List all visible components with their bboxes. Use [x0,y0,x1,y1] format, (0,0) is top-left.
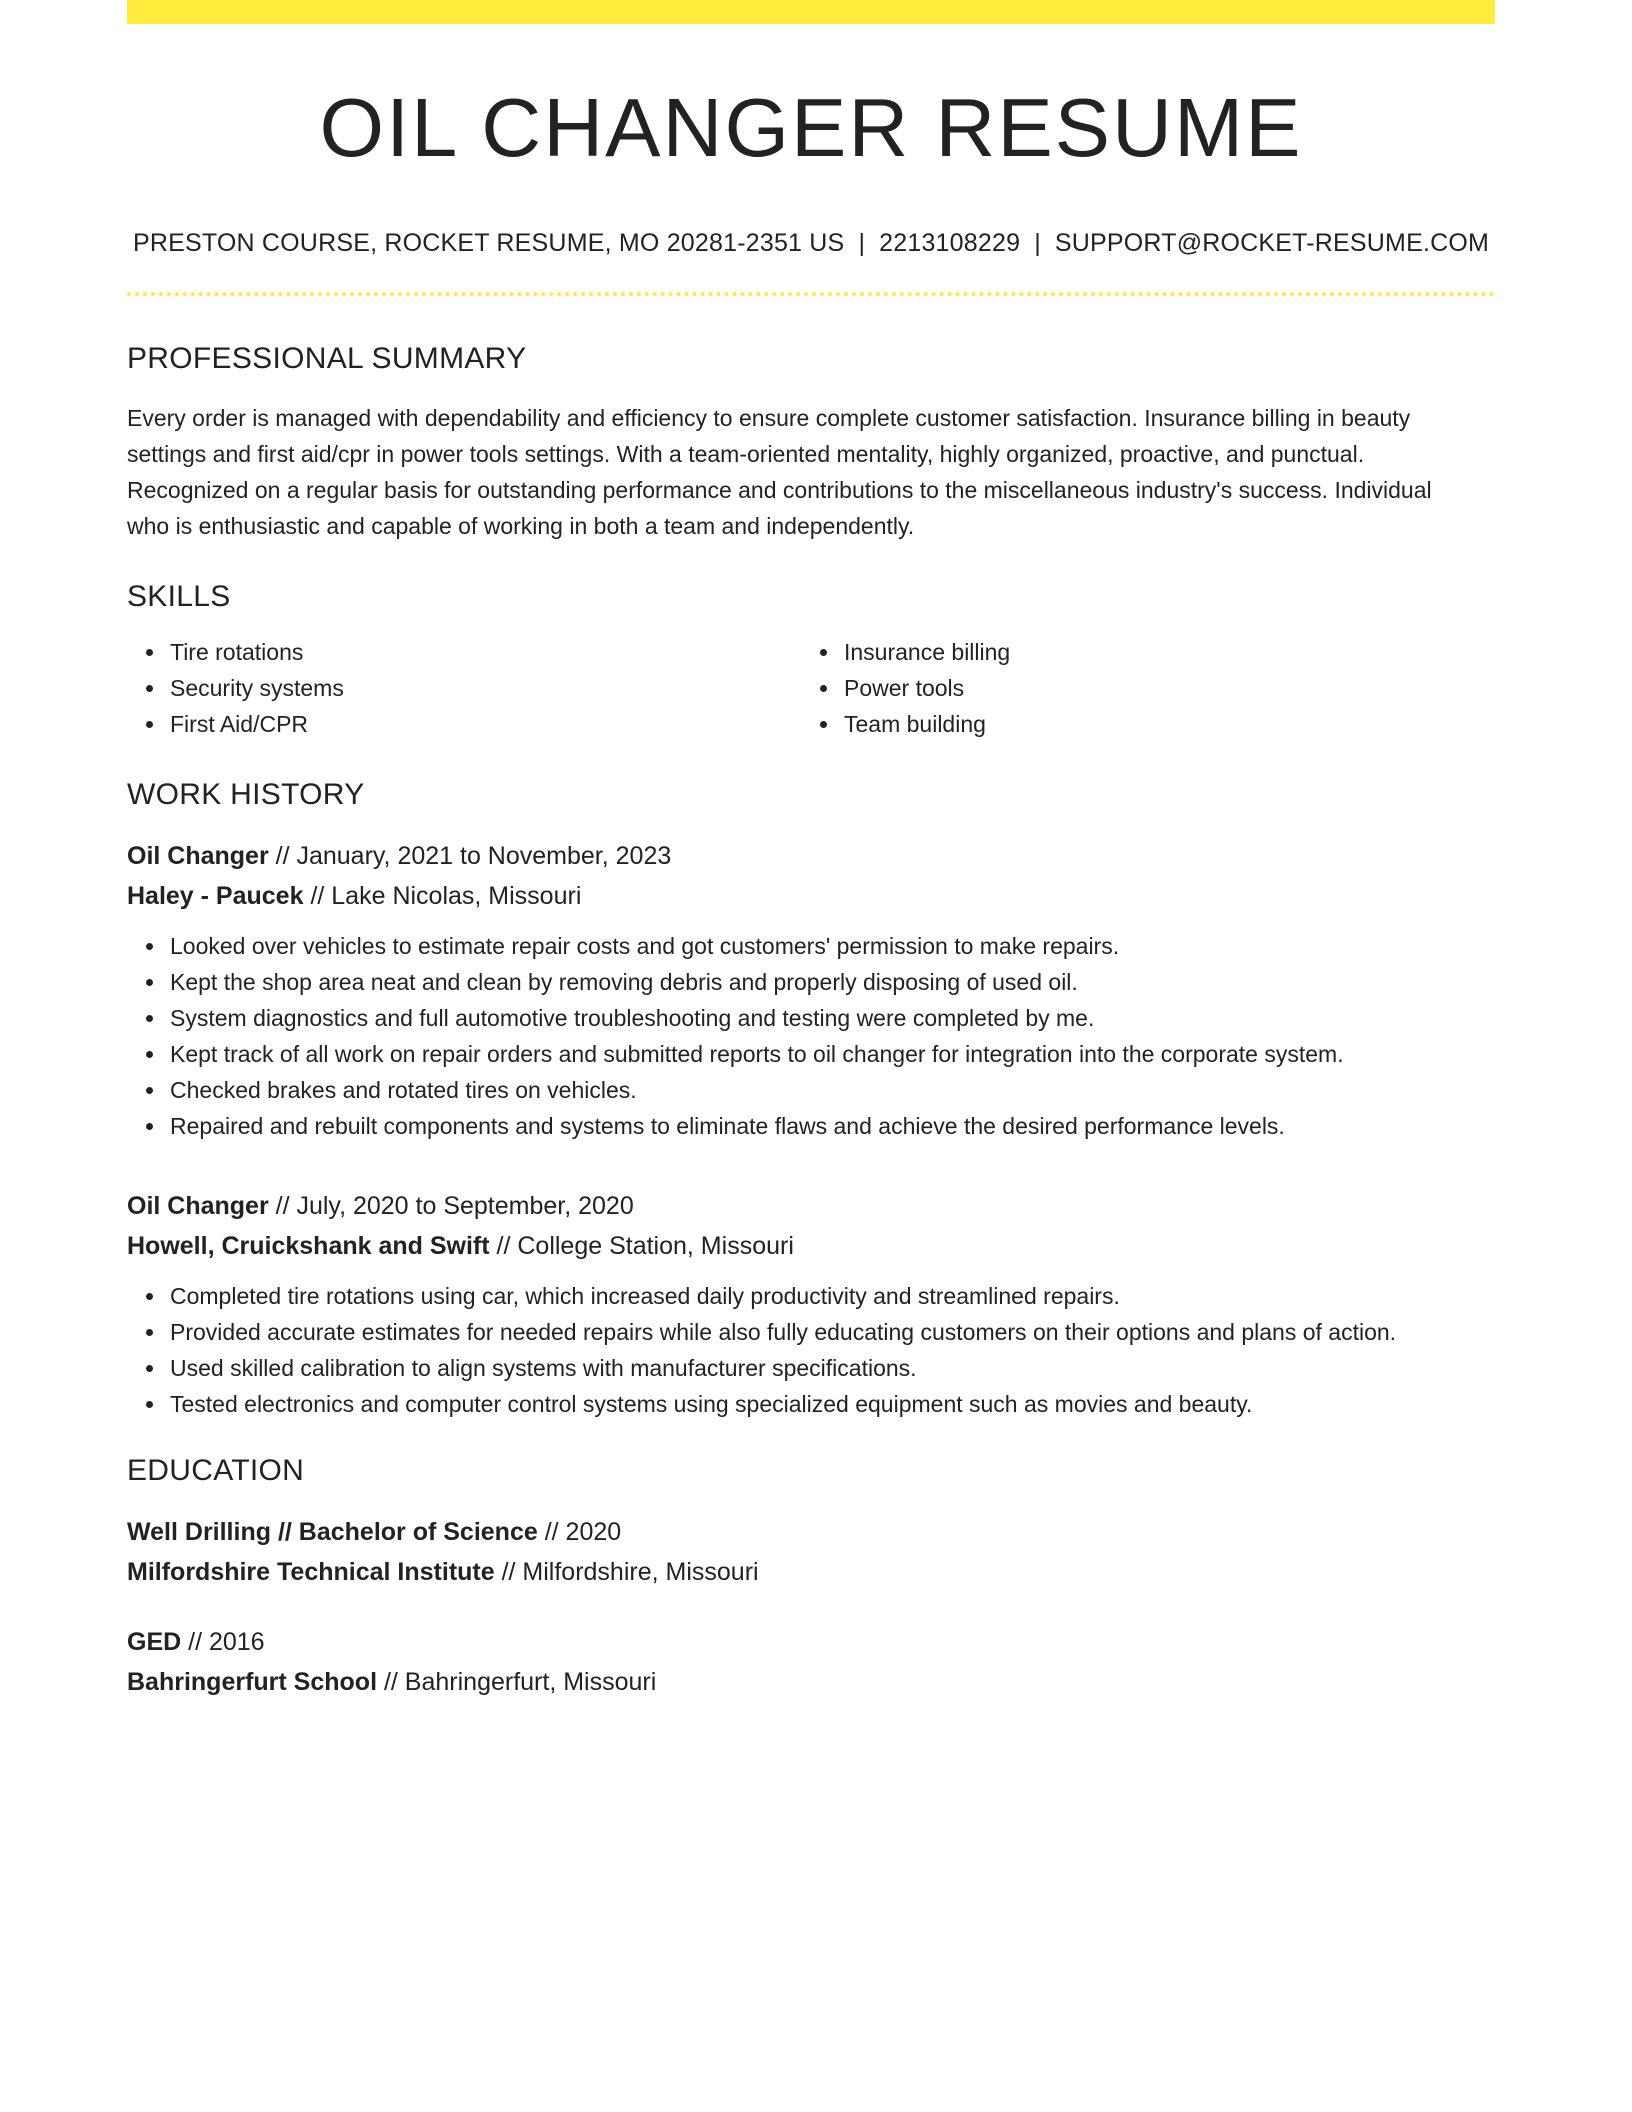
education-entry [127,1512,1495,1592]
job-entry [127,1186,1495,1422]
education-school-line [127,1662,1495,1702]
job-bullets [127,928,1467,1144]
job-title-line [127,1186,1495,1226]
education-school-line [127,1552,1495,1592]
contact-separator: | [1034,229,1041,257]
education-degree-line [127,1622,1495,1662]
contact-phone: 2213108229 [879,229,1021,257]
job-bullets [127,1278,1467,1422]
education-degree: GED [127,1628,182,1656]
skill-item: Security systems [170,670,801,706]
education-heading: EDUCATION [127,1454,305,1487]
education-location: // Bahringerfurt, Missouri [377,1668,657,1696]
contact-address: PRESTON COURSE, ROCKET RESUME, MO 20281-2351 US [132,229,845,257]
education-degree: Well Drilling // Bachelor of Science [127,1518,538,1546]
job-title: Oil Changer [127,1192,269,1220]
skills-heading: SKILLS [127,580,231,613]
job-bullet: Used skilled calibration to align systems with manufacturer specifications. [170,1350,1467,1386]
education-year: // 2020 [537,1518,622,1546]
contact-line [127,231,1495,256]
job-title-line [127,836,1495,876]
job-bullet: Provided accurate estimates for needed repairs while also fully educating customers on their options and plans of action. [170,1314,1467,1350]
job-bullet: Checked brakes and rotated tires on vehicles. [170,1072,1467,1108]
skills-grid [127,634,1495,742]
job-title: Oil Changer [127,842,269,870]
dotted-divider [127,292,1495,296]
job-bullet: Completed tire rotations using car, which increased daily productivity and streamlined repairs. [170,1278,1467,1314]
skill-item: First Aid/CPR [170,706,801,742]
job-bullet: Kept track of all work on repair orders and submitted reports to oil changer for integration into the corporate system. [170,1036,1467,1072]
job-location: // College Station, Missouri [489,1232,794,1260]
job-entry [127,836,1495,1144]
contact-email: SUPPORT@ROCKET-RESUME.COM [1054,229,1490,257]
job-company-line [127,1226,1495,1266]
job-company: Haley - Paucek [127,882,304,910]
education-school: Milfordshire Technical Institute [127,1558,495,1586]
job-dates: // July, 2020 to September, 2020 [268,1192,634,1220]
job-bullet: Looked over vehicles to estimate repair costs and got customers' permission to make repairs. [170,928,1467,964]
education-school: Bahringerfurt School [127,1668,378,1696]
education-year: // 2016 [181,1628,265,1656]
resume-title: OIL CHANGER RESUME [319,81,1303,174]
education-degree-line [127,1512,1495,1552]
work-history-heading: WORK HISTORY [127,778,365,811]
job-bullet: Tested electronics and computer control systems using specialized equipment such as movies and beauty. [170,1386,1467,1422]
job-location: // Lake Nicolas, Missouri [303,882,582,910]
job-bullet: Kept the shop area neat and clean by removing debris and properly disposing of used oil. [170,964,1467,1000]
summary-text: Every order is managed with dependability and efficiency to ensure complete customer satisfaction. Insurance billing in beauty settings and first aid/cpr in power tools settings. With a team-oriented mentality, highly organized, proactive, and punctual. Recognized on a regular basis for outstanding performance and contributions to the miscellaneous industry's success. Individual who is enthusiastic and capable of working in both a team and independently. [127,405,1432,539]
skill-item: Insurance billing [844,634,1475,670]
education-entry [127,1622,1495,1702]
skill-item: Tire rotations [170,634,801,670]
resume-page [127,0,1495,1702]
accent-top-bar [127,0,1495,24]
skills-column-right [801,634,1475,742]
job-company-line [127,876,1495,916]
job-dates: // January, 2021 to November, 2023 [268,842,672,870]
summary-heading: PROFESSIONAL SUMMARY [127,342,527,375]
contact-separator: | [858,229,866,257]
skill-item: Team building [844,706,1475,742]
job-bullet: Repaired and rebuilt components and systems to eliminate flaws and achieve the desired performance levels. [170,1108,1467,1144]
education-location: // Milfordshire, Missouri [494,1558,759,1586]
job-company: Howell, Cruickshank and Swift [127,1232,490,1260]
skill-item: Power tools [844,670,1475,706]
job-bullet: System diagnostics and full automotive troubleshooting and testing were completed by me. [170,1000,1467,1036]
skills-column-left [127,634,801,742]
